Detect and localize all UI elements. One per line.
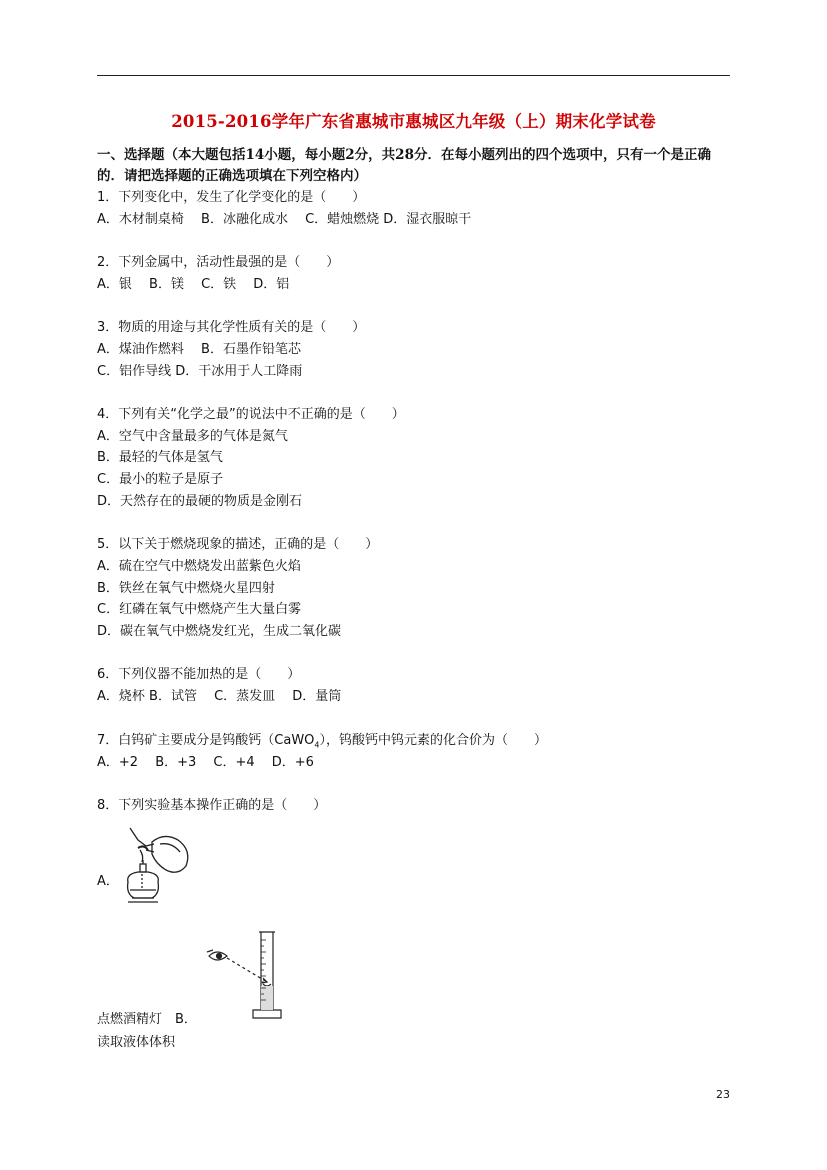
q1-options: A．木材制桌椅 B．冰融化成水 C．蜡烛燃烧 D．湿衣服晾干 [97, 212, 472, 227]
q1-stem: 1．下列变化中，发生了化学变化的是（ ） [97, 190, 366, 205]
q4-option-c: C．最小的粒子是原子 [97, 472, 224, 487]
q3-stem: 3．物质的用途与其化学性质有关的是（ ） [97, 320, 366, 335]
q8-a-caption-b-label: 点燃酒精灯 B． [97, 1012, 197, 1027]
q8-option-a-label: A． [97, 874, 119, 889]
q6-stem: 6．下列仪器不能加热的是（ ） [97, 667, 301, 682]
q3-option-cd: C．铝作导线 D．干冰用于人工降雨 [97, 364, 303, 379]
q8-b-caption: 读取液体体积 [97, 1035, 176, 1050]
q7-options: A．+2 B．+3 C．+4 D．+6 [97, 755, 314, 770]
exam-title: 2015-2016学年广东省惠城市惠城区九年级（上）期末化学试卷 [171, 112, 656, 131]
q4-option-d: D．天然存在的最硬的物质是金刚石 [97, 494, 303, 509]
q5-option-a: A．硫在空气中燃烧发出蓝紫色火焰 [97, 559, 301, 574]
header-rule [97, 75, 730, 76]
q5-option-d: D．碳在氧气中燃烧发红光，生成二氧化碳 [97, 624, 342, 639]
alcohol-lamp-figure [116, 824, 200, 912]
q6-options: A．烧杯 B．试管 C．蒸发皿 D．量筒 [97, 689, 342, 704]
q2-stem: 2．下列金属中，活动性最强的是（ ） [97, 255, 340, 270]
q4-stem: 4．下列有关“化学之最”的说法中不正确的是（ ） [97, 407, 405, 422]
q4-option-a: A．空气中含量最多的气体是氮气 [97, 429, 288, 444]
q4-option-b: B．最轻的气体是氢气 [97, 450, 223, 465]
q7-stem-before: 7．白钨矿主要成分是钨酸钙（CaWO [97, 733, 315, 748]
q7-stem [97, 729, 547, 750]
q5-option-c: C．红磷在氧气中燃烧产生大量白雾 [97, 602, 302, 617]
graduated-cylinder-figure [205, 926, 301, 1024]
page-number: 23 [716, 1088, 730, 1101]
q7-stem-subscript: 4 [314, 740, 320, 750]
q8-stem: 8．下列实验基本操作正确的是（ ） [97, 798, 327, 813]
q3-option-ab: A．煤油作燃料 B．石墨作铅笔芯 [97, 342, 301, 357]
section-header: 一、选择题（本大题包括14小题，每小题2分，共28分．在每小题列出的四个选项中，只有一个是正确的．请把选择题的正确选项填在下列空格内） [97, 147, 711, 184]
q2-options: A．银 B．镁 C．铁 D．铝 [97, 277, 290, 292]
q7-stem-after: ），钨酸钙中钨元素的化合价为（ ） [319, 733, 548, 748]
q5-stem: 5．以下关于燃烧现象的描述，正确的是（ ） [97, 537, 379, 552]
q5-option-b: B．铁丝在氧气中燃烧火星四射 [97, 581, 275, 596]
